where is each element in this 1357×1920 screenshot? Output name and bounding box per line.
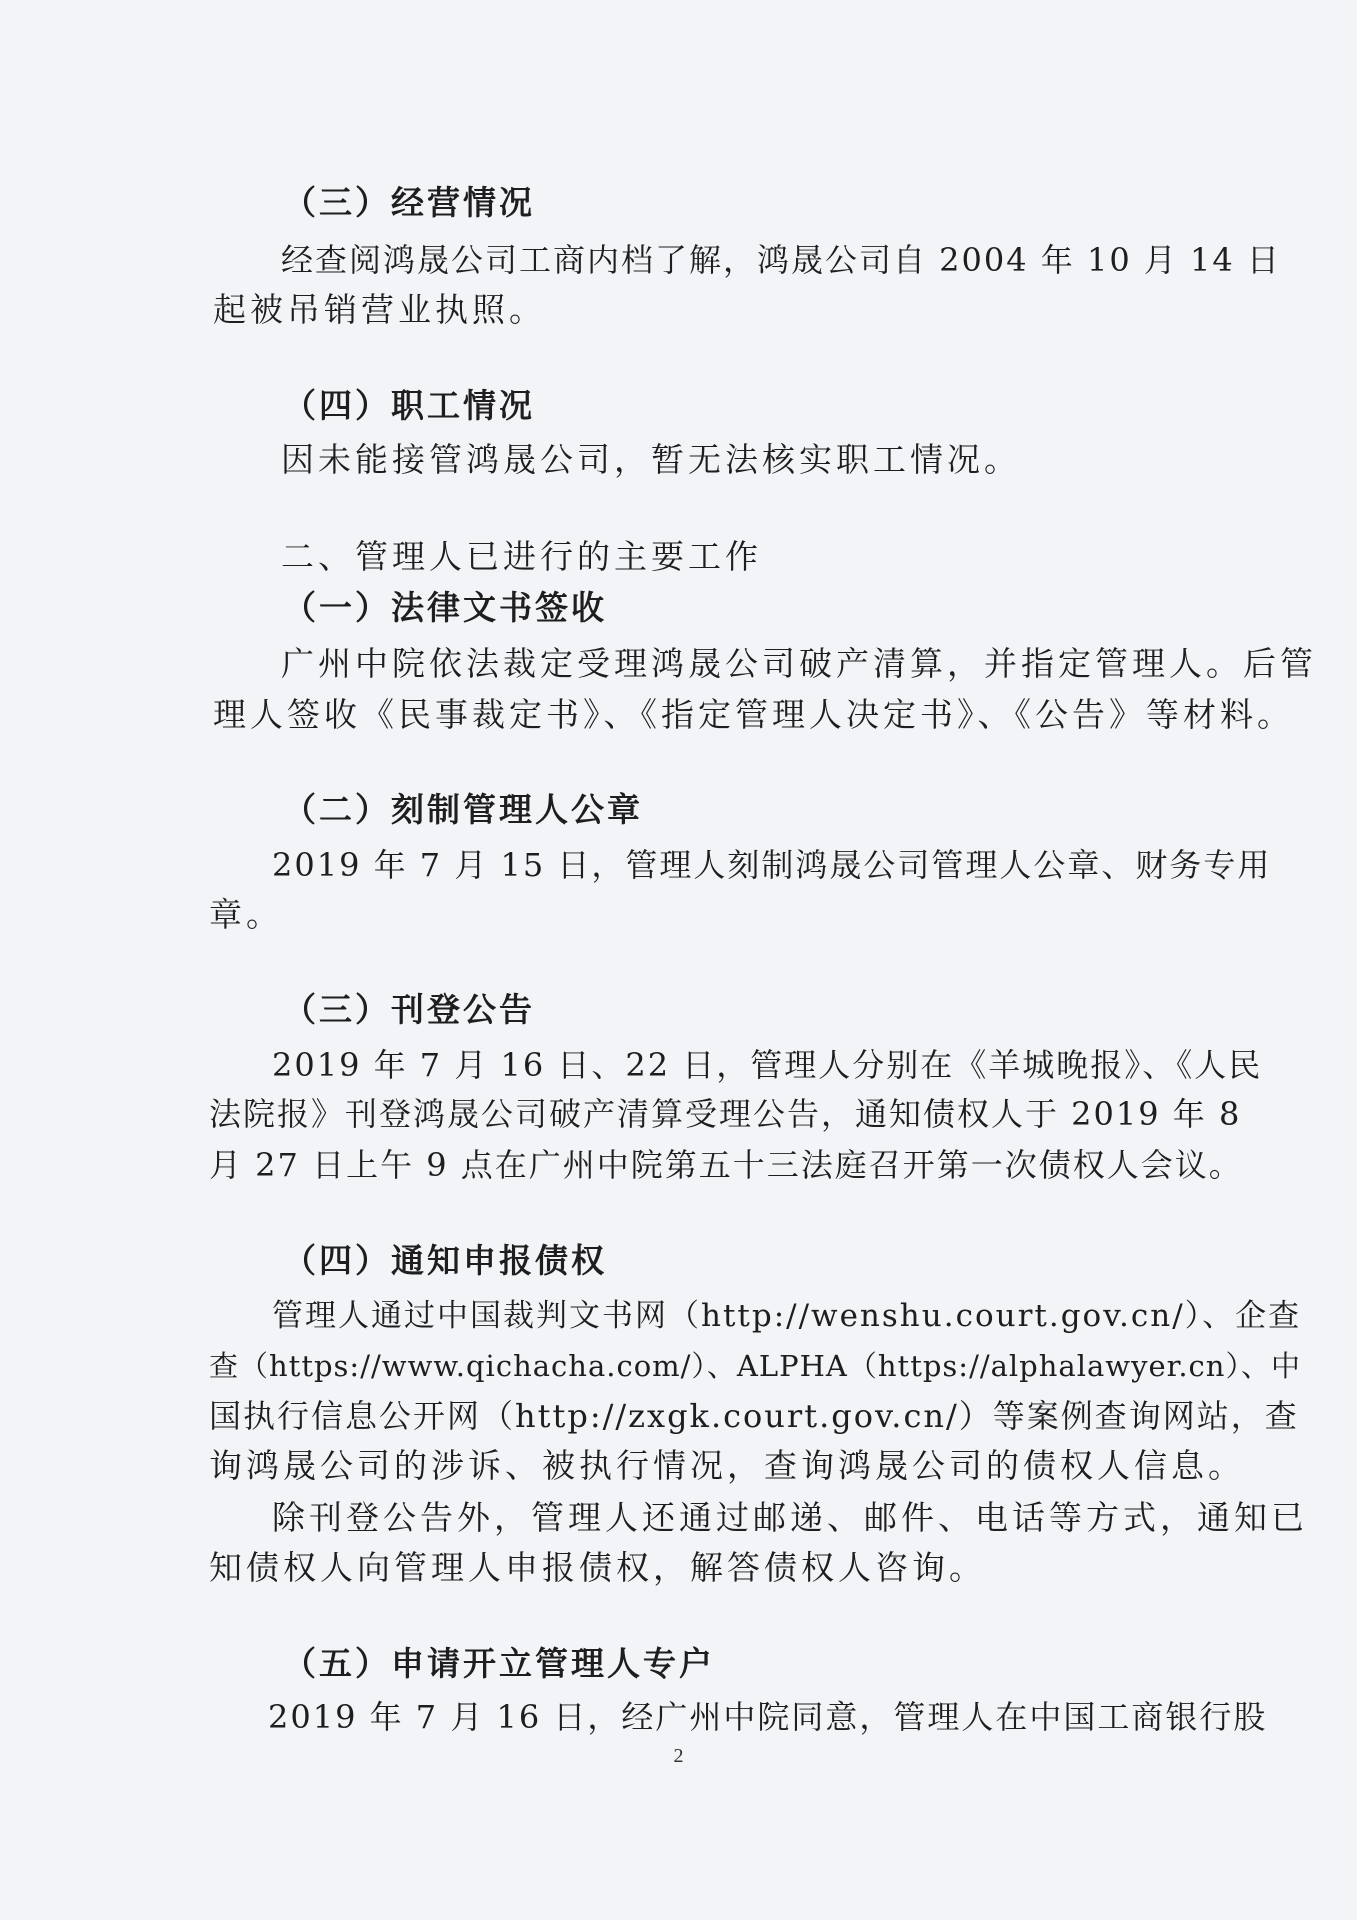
paragraph-line: 理人签收《民事裁定书》、《指定管理人决定书》、《公告》等材料。 — [213, 695, 1294, 734]
paragraph-line: 询鸿晟公司的涉诉、被执行情况，查询鸿晟公司的债权人信息。 — [209, 1446, 1245, 1485]
paragraph-line: 国执行信息公开网（http://zxgk.court.gov.cn/）等案例查询网站，查 — [209, 1397, 1299, 1435]
paragraph-line: 管理人通过中国裁判文书网（http://wenshu.court.gov.cn/）、企查 — [272, 1298, 1302, 1334]
paragraph-line: 查（https://www.qichacha.com/）、ALPHA（https://alphalawyer.cn）、中 — [209, 1349, 1301, 1383]
paragraph-line: 知债权人向管理人申报债权，解答债权人咨询。 — [209, 1548, 986, 1587]
paragraph-line: 除刊登公告外，管理人还通过邮递、邮件、电话等方式，通知已 — [272, 1498, 1308, 1537]
section-heading-legal-documents: （一）法律文书签收 — [283, 588, 607, 627]
section-heading-employees: （四）职工情况 — [283, 386, 535, 425]
paragraph-line: 章。 — [209, 895, 283, 934]
paragraph-line: 经查阅鸿晟公司工商内档了解，鸿晟公司自 2004 年 10 月 14 日 — [281, 241, 1281, 279]
page-number: 2 — [673, 1745, 684, 1767]
paragraph-line: 起被吊销营业执照。 — [213, 290, 546, 329]
paragraph-line: 广州中院依法裁定受理鸿晟公司破产清算，并指定管理人。后管 — [281, 644, 1317, 683]
section-heading-account: （五）申请开立管理人专户 — [283, 1644, 715, 1683]
paragraph-line: 2019 年 7 月 16 日，经广州中院同意，管理人在中国工商银行股 — [268, 1698, 1268, 1736]
section-heading-claims-notice: （四）通知申报债权 — [283, 1241, 607, 1280]
section-heading-seal: （二）刻制管理人公章 — [283, 790, 643, 829]
chapter-heading-main-work: 二、管理人已进行的主要工作 — [281, 537, 762, 576]
paragraph-line: 2019 年 7 月 15 日，管理人刻制鸿晟公司管理人公章、财务专用 — [272, 846, 1272, 884]
section-heading-announcement: （三）刊登公告 — [283, 990, 535, 1029]
paragraph-line: 法院报》刊登鸿晟公司破产清算受理公告，通知债权人于 2019 年 8 — [209, 1095, 1242, 1133]
paragraph-line: 因未能接管鸿晟公司，暂无法核实职工情况。 — [281, 440, 1021, 479]
paragraph-line: 2019 年 7 月 16 日、22 日，管理人分别在《羊城晚报》、《人民 — [272, 1046, 1263, 1084]
section-heading-business: （三）经营情况 — [283, 183, 535, 222]
paragraph-line: 月 27 日上午 9 点在广州中院第五十三法庭召开第一次债权人会议。 — [209, 1146, 1243, 1184]
